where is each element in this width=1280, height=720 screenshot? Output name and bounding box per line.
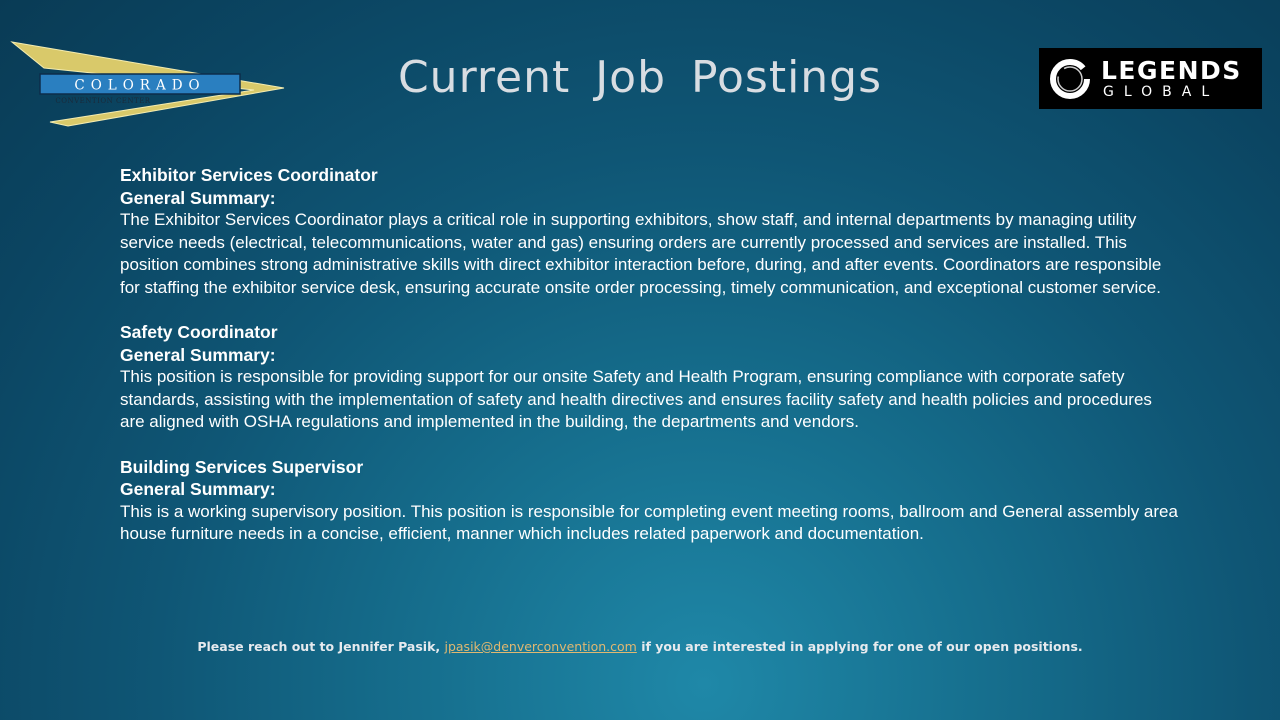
job-summary: This is a working supervisory position. This position is responsible for completing event meeting rooms, ballroom and General assembly area house furniture needs in a concise, efficient, manner which includes related paperwork and documentation. (120, 501, 1178, 543)
page-title: Current Job Postings (397, 52, 883, 103)
brush-ring-icon (1047, 56, 1093, 102)
job-title: Exhibitor Services Coordinator (120, 165, 378, 185)
legends-global-logo (1039, 48, 1262, 109)
logo-colorado-text: COLORADO (74, 77, 206, 94)
footer-suffix-text: if you are interested in applying for one of our open positions. (636, 639, 1083, 654)
summary-label: General Summary: (120, 187, 276, 208)
summary-label: General Summary: (120, 344, 276, 365)
footer-prefix-text: Please reach out to Jennifer Pasik, (197, 639, 445, 654)
summary-label: General Summary: (120, 479, 276, 499)
contact-footer (0, 639, 1280, 654)
job-summary: The Exhibitor Services Coordinator plays a critical role in supporting exhibitors, show staff, and internal departments by managing utility service needs (electrical, telecommunications, water and gas) ensuring orders are currently processed and services are installed. This position combines strong administrative skills with direct exhibitor interaction before, during, and after events. Coordinators are responsible for staffing the exhibitor service desk, ensuring accurate onsite order processing, timely communication, and exceptional customer service. (120, 210, 1162, 297)
job-title: Building Services Supervisor (120, 456, 364, 477)
job-postings-list (120, 164, 1180, 568)
job-title: Safety Coordinator (120, 322, 278, 342)
legends-wordmark: LEGENDS (1101, 55, 1242, 85)
global-wordmark: GLOBAL (1103, 83, 1220, 100)
job-posting (120, 456, 1180, 546)
job-posting (120, 321, 1180, 434)
logo-convention-center-text: CONVENTION CENTER (55, 97, 151, 105)
job-posting (120, 164, 1180, 299)
job-summary: This position is responsible for providing support for our onsite Safety and Health Program, ensuring compliance with corporate safety standards, assisting with the implementation of safety and health directives and ensures facility safety and health policies and procedures are aligned with OSHA regulations and implemented in the building, the departments and vendors. (120, 367, 1152, 431)
contact-email-link[interactable]: jpasik@denverconvention.com (444, 639, 637, 654)
